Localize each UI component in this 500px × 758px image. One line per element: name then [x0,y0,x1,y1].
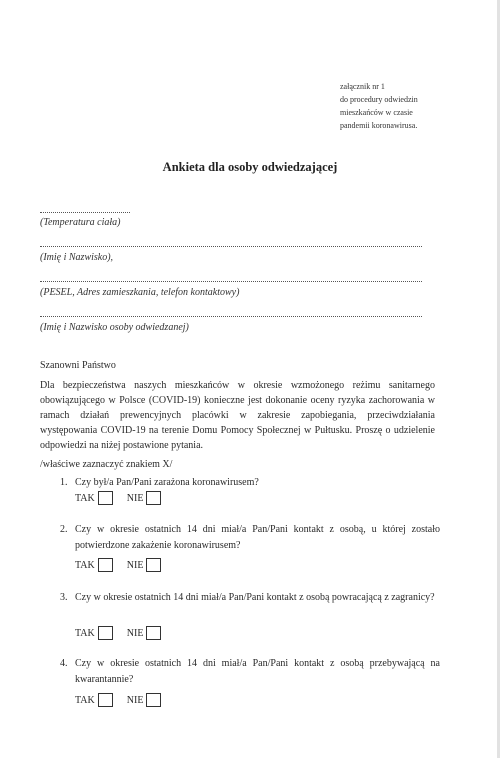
name-label: (Imię i Nazwisko), [40,252,114,263]
question-text: Czy był/a Pan/Pani zarażona koronawirusem? [75,477,259,488]
no-checkbox[interactable] [146,626,161,640]
question-2 [60,522,440,553]
answer-row-3 [75,626,161,640]
question-number: 3. [60,592,68,603]
yes-label: TAK [75,627,95,639]
visited-person-fill-line[interactable] [40,316,422,318]
no-label: NIE [126,559,144,571]
annex-line: pandemii koronawirusa. [340,121,418,130]
question-number: 4. [60,658,68,669]
yes-checkbox[interactable] [98,558,113,572]
answer-row-2 [75,558,161,572]
pesel-address-label: (PESEL, Adres zamieszkania, telefon kontaktowy) [40,287,240,298]
document-title: Ankieta dla osoby odwiedzającej [162,160,338,174]
question-4 [60,656,440,687]
annex-line: mieszkańców w czasie [340,108,413,117]
question-number: 2. [60,524,68,535]
annex-note [340,80,490,132]
temperature-fill-line[interactable] [40,212,130,214]
annex-line: do procedury odwiedzin [340,95,418,104]
pesel-address-fill-line[interactable] [40,281,422,283]
no-label: NIE [126,492,144,504]
question-text: Czy w okresie ostatnich 14 dni miał/a Pan/Pani kontakt z osobą powracającą z zagranicy? [75,592,435,603]
yes-checkbox[interactable] [98,693,113,707]
question-text: Czy w okresie ostatnich 14 dni miał/a Pan/Pani kontakt z osobą przebywającą na kwarantannie? [75,658,440,685]
no-checkbox[interactable] [146,693,161,707]
no-label: NIE [126,627,144,639]
yes-label: TAK [75,694,95,706]
question-1 [60,475,440,491]
question-number: 1. [60,477,68,488]
answer-row-1 [75,491,161,505]
intro-paragraph: Dla bezpieczeństwa naszych mieszkańców w okresie wzmożonego reżimu sanitarnego obowiązującego w Polsce (COVID-19) konieczne jest dokonanie oceny ryzyka zachorowania w ramach działań prewencyjnych placówki w zakresie zapobiegania, przeciwdziałania występowania COVID-19 na terenie Domu Pomocy Społecznej w Pułtusku. Proszę o udzielenie odpowiedzi na niżej postawione pytania. [40,380,435,451]
instruction: /właściwe zaznaczyć znakiem X/ [40,459,173,470]
no-checkbox[interactable] [146,558,161,572]
question-text: Czy w okresie ostatnich 14 dni miał/a Pan/Pani kontakt z osobą, u której zostało potwierdzone zakażenie koronawirusem? [75,524,440,551]
yes-label: TAK [75,492,95,504]
temperature-label: (Temperatura ciała) [40,217,121,228]
name-fill-line[interactable] [40,246,422,248]
answer-row-4 [75,693,161,707]
no-checkbox[interactable] [146,491,161,505]
question-3 [60,590,440,606]
annex-line: załącznik nr 1 [340,82,385,91]
visited-person-label: (Imię i Nazwisko osoby odwiedzanej) [40,322,189,333]
no-label: NIE [126,694,144,706]
yes-checkbox[interactable] [98,491,113,505]
salutation: Szanowni Państwo [40,360,116,371]
yes-label: TAK [75,559,95,571]
yes-checkbox[interactable] [98,626,113,640]
